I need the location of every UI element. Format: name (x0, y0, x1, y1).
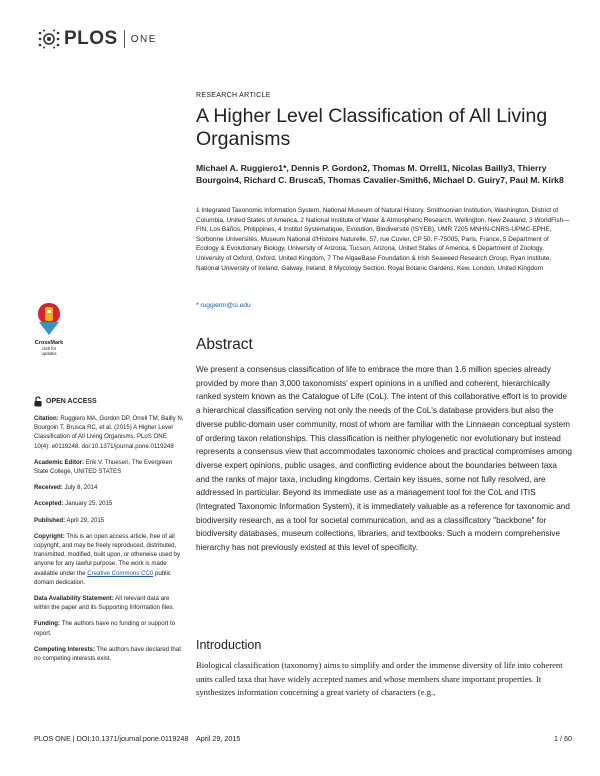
abstract-text: We present a consensus classification of life to embrace the more than 1.6 million species already provided by more than 3,000 taxonomists' expert opinions in a unified and coherent, hierarchically ranked system known as the Catalogue of Life (CoL). The intent of this collaborative effort is to provide a hierarchical classification serving not only the needs of the CoL's database providers but also the diverse public-domain user community, most of whom are familiar with the Linnaean conceptual system of ordering taxon relationships. This classification is neither phylogenetic nor evolutionary but instead represents a consensus view that accommodates taxonomic choices and practical compromises among diverse expert opinions, public usages, and conflicting evidence about the boundaries between taxa and the ranks of major taxa, including kingdoms. Certain key issues, some not fully resolved, are addressed in particular. Beyond its immediate use as a management tool for the CoL and ITIS (Integrated Taxonomic Information System), it is immediately valuable as a reference for taxonomic and biodiversity research, as a tool for societal communication, and as a classificatory "backbone" for biodiversity databases, museum collections, libraries, and textbooks. Such a modern comprehensive hierarchy has not previously existed at this level of specificity. (196, 365, 572, 553)
logo-one-text: ONE (130, 33, 157, 45)
copyright-label: Copyright: (34, 532, 65, 540)
received-date: July 8, 2014 (64, 484, 98, 492)
copyright-end: public domain dedication. (34, 569, 171, 586)
data-availability-block (34, 594, 184, 612)
cc0-license-link[interactable]: Creative Commons CC0 (87, 569, 154, 577)
crossmark-badge[interactable] (34, 302, 64, 356)
open-access-label: OPEN ACCESS (46, 397, 97, 405)
funding-label: Funding: (34, 620, 61, 628)
article-info-sidebar (34, 396, 184, 670)
crossmark-label: CrossMark (34, 340, 64, 346)
author-list: Michael A. Ruggiero1*, Dennis P. Gordon2, Thomas M. Orrell1, Nicolas Bailly3, Thierry Bourgoin4, Richard C. Brusca5, Thomas Cavalier-Smith6, Michael D. Guiry7, Paul M. Kirk8 (196, 163, 564, 185)
footer-journal-doi: PLOS ONE | DOI:10.1371/journal.pone.0119248 (34, 734, 189, 743)
funding-block (34, 619, 184, 637)
logo-divider (124, 30, 125, 48)
correspondence-marker: * (196, 302, 199, 309)
correspondence-email-link[interactable]: ruggierm@si.edu (200, 302, 251, 309)
open-access-badge (34, 396, 184, 407)
crossmark-sub: click for updates (41, 346, 57, 356)
funding-text: The authors have no funding or support to report. (34, 620, 176, 637)
competing-interests-block (34, 645, 184, 663)
editor-block (34, 458, 184, 476)
competing-interests-text: The authors have declared that no competing interests exist. (34, 645, 181, 663)
received-label: Received: (34, 484, 63, 492)
citation-block (34, 414, 184, 451)
logo-plos-text: PLOS (64, 28, 118, 49)
editor-label: Academic Editor: (34, 458, 85, 466)
published-date: April 29, 2015 (66, 516, 105, 524)
journal-logo (37, 28, 157, 50)
copyright-text: This is an open access article, free of all copyright, and may be freely reproduced, distributed, transmitted, modified, built upon, or otherwise used by anyone for any lawful purpose. The work is made available under the (34, 532, 180, 577)
page-footer (34, 734, 240, 743)
data-availability-label: Data Availability Statement: (34, 595, 114, 603)
article-title: A Higher Level Classification of All Living Organisms (196, 105, 548, 150)
copyright-block (34, 532, 184, 587)
accepted-label: Accepted: (34, 500, 64, 508)
article-type: RESEARCH ARTICLE (196, 92, 271, 99)
plos-dots-icon (37, 29, 61, 49)
page-number: 1 / 60 (554, 734, 572, 743)
editor-text: Erik V. Thuesen, The Evergreen State College, UNITED STATES (34, 458, 173, 476)
competing-interests-label: Competing Interests: (34, 645, 95, 653)
citation-text: Ruggiero MA, Gordon DP, Orrell TM, Bailly N, Bourgoin T, Brusca RC, et al. (2015) A Higher Level Classification of All Living Organisms. PLoS ONE 10(4): e0119248. doi:10.1371/journal.pone.0119248 (34, 415, 184, 450)
published-block (34, 516, 184, 525)
published-label: Published: (34, 516, 66, 524)
open-lock-icon (34, 396, 42, 407)
abstract-heading: Abstract (196, 336, 253, 353)
crossmark-icon (36, 302, 62, 336)
affiliations: 1 Integrated Taxonomic Information System, National Museum of Natural History, Smithsonian Institution, Washington, District of Columbia, United States of America, 2 National Institute of Water & Atmospheric Research, Wellington, New Zealand, 3 WorldFish—FIN, Los Baños, Philippines, 4 Institut Systématique, Evolution, Biodiversité (ISYEB), UMR 7205 MNHN-CNRS-UPMC-EPHE, Sorbonne Universités, Museum National d'Histoire Naturelle, 57, rue Cuvier, CP 50, F-75005, Paris, France, 5 Department of Ecology & Evolutionary Biology, University of Arizona, Tucson, Arizona, United States of America, 6 Department of Zoology, University of Oxford, Oxford, United Kingdom, 7 The AlgaeBase Foundation & Irish Seaweed Research Group, Ryan Institute, National University of Ireland, Galway, Ireland, 8 Mycology Section, Royal Botanic Gardens, Kew, London, United Kingdom (196, 207, 570, 272)
footer-date: April 29, 2015 (195, 734, 241, 743)
received-block (34, 483, 184, 492)
citation-label: Citation: (34, 415, 59, 422)
introduction-heading: Introduction (196, 638, 262, 652)
accepted-block (34, 499, 184, 508)
data-availability-text: All relevant data are within the paper and its Supporting Information files. (34, 595, 175, 612)
accepted-date: January 25, 2015 (65, 500, 113, 508)
correspondence (196, 302, 251, 309)
introduction-text: Biological classification (taxonomy) aims to simplify and order the immense diversity of life into coherent units called taxa that have widely accepted names and whose members share important properties. It synthesizes information concerning a great variety of characters (e.g., (196, 660, 563, 697)
